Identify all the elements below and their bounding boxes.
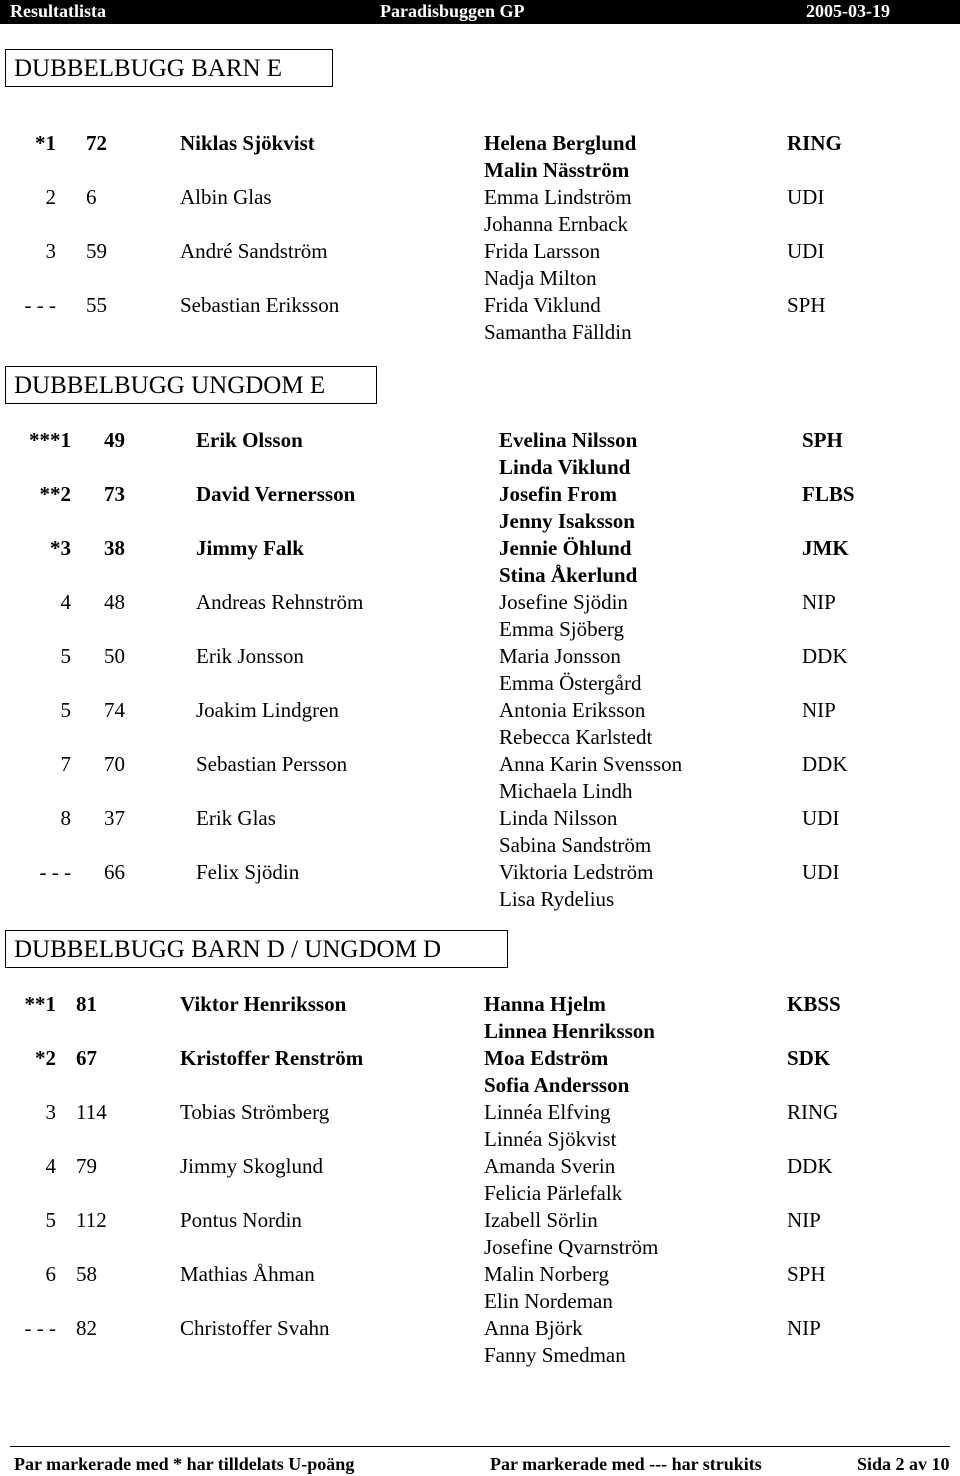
entry-partner: Linda Nilsson bbox=[499, 806, 618, 830]
entry-leader: Pontus Nordin bbox=[180, 1208, 302, 1232]
entry-place: 6 bbox=[45, 1262, 56, 1286]
entry-leader: Sebastian Persson bbox=[196, 752, 348, 776]
entry-place: 3 bbox=[45, 1100, 56, 1124]
entry-number: 74 bbox=[104, 698, 125, 722]
entry-partner: Antonia Eriksson bbox=[499, 698, 646, 722]
entry-number: 73 bbox=[104, 482, 125, 506]
entry-club: NIP bbox=[787, 1316, 821, 1340]
entry-club: DDK bbox=[802, 752, 848, 776]
entry-leader: Felix Sjödin bbox=[196, 860, 300, 884]
entry-number: 72 bbox=[86, 131, 107, 155]
entry-place: *1 bbox=[35, 131, 56, 155]
entry-leader: Tobias Strömberg bbox=[180, 1100, 330, 1124]
entry-partner: Malin Näsström bbox=[484, 158, 630, 182]
entry-place: 5 bbox=[60, 644, 71, 668]
entry-partner: Emma Lindström bbox=[484, 185, 632, 209]
entry-partner: Johanna Ernback bbox=[484, 212, 629, 236]
entry-partner: Malin Norberg bbox=[484, 1262, 610, 1286]
entry-place: 4 bbox=[60, 590, 71, 614]
entry-number: 81 bbox=[76, 992, 97, 1016]
entry-place: - - - bbox=[24, 293, 56, 317]
entry-leader: Niklas Sjökvist bbox=[180, 131, 315, 155]
entry-club: NIP bbox=[802, 698, 836, 722]
entry-partner: Rebecca Karlstedt bbox=[499, 725, 653, 749]
footer-points-note: Par markerade med * har tilldelats U-poäng bbox=[14, 1454, 355, 1474]
entry-number: 70 bbox=[104, 752, 125, 776]
entry-club: SDK bbox=[787, 1046, 831, 1070]
entry-club: SPH bbox=[787, 293, 826, 317]
entry-partner: Maria Jonsson bbox=[499, 644, 621, 668]
entry-partner: Stina Åkerlund bbox=[499, 563, 638, 587]
entry-number: 6 bbox=[86, 185, 97, 209]
entry-partner: Josefine Qvarnström bbox=[484, 1235, 659, 1259]
entry-partner: Josefine Sjödin bbox=[499, 590, 628, 614]
entry-place: *3 bbox=[50, 536, 71, 560]
entry-partner: Linnéa Elfving bbox=[484, 1100, 611, 1124]
entry-partner: Linnea Henriksson bbox=[484, 1019, 655, 1043]
entry-leader: Kristoffer Renström bbox=[180, 1046, 364, 1070]
footer-struck-note: Par markerade med --- har strukits bbox=[490, 1454, 762, 1474]
entry-leader: Erik Glas bbox=[196, 806, 276, 830]
entry-leader: Christoffer Svahn bbox=[180, 1316, 330, 1340]
entry-partner: Fanny Smedman bbox=[484, 1343, 626, 1367]
entry-partner: Moa Edström bbox=[484, 1046, 609, 1070]
entry-partner: Sofia Andersson bbox=[484, 1073, 630, 1097]
entry-club: DDK bbox=[787, 1154, 833, 1178]
entry-club: SPH bbox=[802, 428, 843, 452]
entry-club: UDI bbox=[802, 806, 840, 830]
entry-club: UDI bbox=[802, 860, 840, 884]
entry-partner: Jennie Öhlund bbox=[499, 536, 632, 560]
entry-partner: Michaela Lindh bbox=[499, 779, 633, 803]
entry-leader: Erik Olsson bbox=[196, 428, 303, 452]
entry-partner: Frida Larsson bbox=[484, 239, 601, 263]
entry-number: 55 bbox=[86, 293, 107, 317]
entry-place: 4 bbox=[45, 1154, 56, 1178]
entry-number: 37 bbox=[104, 806, 125, 830]
entry-leader: Jimmy Skoglund bbox=[180, 1154, 323, 1178]
entry-partner: Emma Östergård bbox=[499, 671, 642, 695]
entry-leader: Andreas Rehnström bbox=[196, 590, 364, 614]
entry-number: 58 bbox=[76, 1262, 97, 1286]
header-date: 2005-03-19 bbox=[806, 1, 890, 21]
entry-partner: Anna Karin Svensson bbox=[499, 752, 683, 776]
entry-number: 112 bbox=[76, 1208, 107, 1232]
entry-leader: David Vernersson bbox=[196, 482, 356, 506]
entry-leader: Viktor Henriksson bbox=[180, 992, 347, 1016]
header-bar bbox=[0, 0, 960, 24]
entry-place: *2 bbox=[35, 1046, 56, 1070]
entry-number: 79 bbox=[76, 1154, 97, 1178]
footer-page-number: Sida 2 av 10 bbox=[857, 1454, 950, 1474]
entry-leader: Jimmy Falk bbox=[196, 536, 304, 560]
entry-leader: Sebastian Eriksson bbox=[180, 293, 340, 317]
entry-place: 5 bbox=[60, 698, 71, 722]
header-list-title: Resultatlista bbox=[10, 1, 106, 21]
entry-partner: Felicia Pärlefalk bbox=[484, 1181, 623, 1205]
entry-partner: Linda Viklund bbox=[499, 455, 631, 479]
entry-number: 59 bbox=[86, 239, 107, 263]
entry-partner: Anna Björk bbox=[484, 1316, 583, 1340]
entry-number: 67 bbox=[76, 1046, 97, 1070]
entry-number: 48 bbox=[104, 590, 125, 614]
entry-club: UDI bbox=[787, 239, 825, 263]
header-event-name: Paradisbuggen GP bbox=[380, 1, 525, 21]
entry-partner: Elin Nordeman bbox=[484, 1289, 613, 1313]
entry-place: - - - bbox=[39, 860, 71, 884]
entry-partner: Evelina Nilsson bbox=[499, 428, 638, 452]
entry-leader: André Sandström bbox=[180, 239, 328, 263]
footer-divider bbox=[10, 1446, 950, 1447]
entry-club: JMK bbox=[802, 536, 849, 560]
entry-place: 7 bbox=[60, 752, 71, 776]
entry-club: RING bbox=[787, 131, 842, 155]
entry-partner: Lisa Rydelius bbox=[499, 887, 615, 911]
entry-partner: Hanna Hjelm bbox=[484, 992, 606, 1016]
entry-partner: Samantha Fälldin bbox=[484, 320, 632, 344]
entry-place: - - - bbox=[24, 1316, 56, 1340]
section-title: DUBBELBUGG BARN E bbox=[5, 49, 333, 87]
entry-club: FLBS bbox=[802, 482, 855, 506]
entry-partner: Jenny Isaksson bbox=[499, 509, 635, 533]
entry-place: 8 bbox=[60, 806, 71, 830]
entry-club: NIP bbox=[802, 590, 836, 614]
entry-partner: Izabell Sörlin bbox=[484, 1208, 598, 1232]
entry-place: 2 bbox=[45, 185, 56, 209]
entry-club: DDK bbox=[802, 644, 848, 668]
entry-number: 82 bbox=[76, 1316, 97, 1340]
entry-place: **2 bbox=[39, 482, 71, 506]
entry-number: 114 bbox=[76, 1100, 107, 1124]
entry-partner: Nadja Milton bbox=[484, 266, 597, 290]
entry-club: KBSS bbox=[787, 992, 841, 1016]
entry-partner: Viktoria Ledström bbox=[499, 860, 654, 884]
entry-partner: Linnéa Sjökvist bbox=[484, 1127, 617, 1151]
section-title: DUBBELBUGG BARN D / UNGDOM D bbox=[5, 930, 508, 968]
entry-partner: Amanda Sverin bbox=[484, 1154, 616, 1178]
entry-partner: Frida Viklund bbox=[484, 293, 601, 317]
entry-leader: Mathias Åhman bbox=[180, 1262, 315, 1286]
entry-club: NIP bbox=[787, 1208, 821, 1232]
entry-place: **1 bbox=[24, 992, 56, 1016]
entry-leader: Joakim Lindgren bbox=[196, 698, 339, 722]
entry-club: SPH bbox=[787, 1262, 826, 1286]
entry-place: 3 bbox=[45, 239, 56, 263]
entry-club: RING bbox=[787, 1100, 839, 1124]
entry-place: 5 bbox=[45, 1208, 56, 1232]
entry-leader: Erik Jonsson bbox=[196, 644, 304, 668]
entry-leader: Albin Glas bbox=[180, 185, 272, 209]
entry-club: UDI bbox=[787, 185, 825, 209]
entry-place: ***1 bbox=[29, 428, 71, 452]
entry-partner: Josefin From bbox=[499, 482, 618, 506]
entry-number: 66 bbox=[104, 860, 125, 884]
entry-partner: Sabina Sandström bbox=[499, 833, 652, 857]
entry-partner: Emma Sjöberg bbox=[499, 617, 625, 641]
entry-number: 50 bbox=[104, 644, 125, 668]
entry-number: 49 bbox=[104, 428, 125, 452]
section-title: DUBBELBUGG UNGDOM E bbox=[5, 366, 377, 404]
entry-partner: Helena Berglund bbox=[484, 131, 637, 155]
entry-number: 38 bbox=[104, 536, 125, 560]
